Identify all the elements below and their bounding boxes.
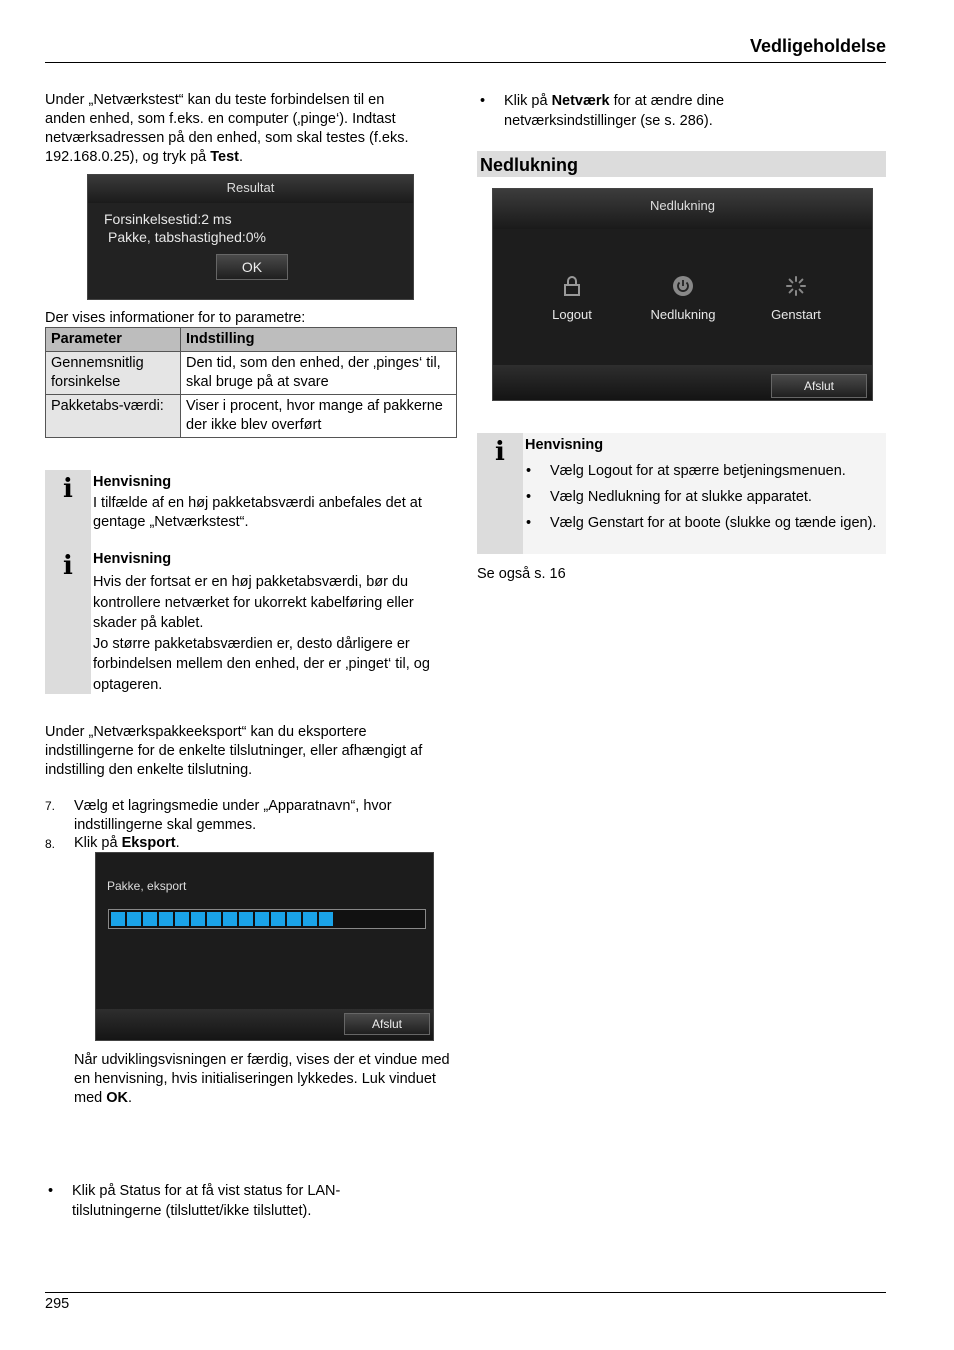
shutdown-option[interactable] xyxy=(643,275,723,322)
progress-segment xyxy=(191,912,205,926)
progress-segment xyxy=(223,912,237,926)
info-icon: i xyxy=(63,474,73,504)
intro-paragraph: Under „Netværkstest“ kan du teste forbindelsen til en anden enhed, som f.eks. en computer (‚pinge‘). Indtast netværksadressen på den enhed, som skal testes (f.eks. 192.168.0.25), og tryk på Test. xyxy=(45,92,409,165)
section-title: Nedlukning xyxy=(480,155,578,175)
table-header: Parameter xyxy=(46,328,181,352)
close-button[interactable]: Afslut xyxy=(344,1013,430,1035)
done-paragraph: Når udviklingsvisningen er færdig, vises der et vindue med en henvisning, hvis initialiseringen lykkedes. Luk vinduet med OK. xyxy=(74,1052,450,1106)
table-intro: Der vises informationer for to parametre: xyxy=(45,310,306,326)
table-row xyxy=(46,395,457,438)
spinner-icon xyxy=(785,275,807,297)
progress-fill xyxy=(111,912,333,926)
section-heading-bar xyxy=(477,151,886,177)
export-dialog-title: Pakke, eksport xyxy=(107,879,187,893)
progress-segment xyxy=(255,912,269,926)
list-item: • Klik på Netværk for at ændre dine netværksindstillinger (se s. 286). xyxy=(504,91,794,131)
note-heading: Henvisning xyxy=(93,474,172,490)
progress-segment xyxy=(159,912,173,926)
table-cell: Viser i procent, hvor mange af pakkerne der ikke blev overført xyxy=(181,395,457,438)
note-2 xyxy=(93,550,455,695)
list-item: • Vælg Genstart for at boote (slukke og tænde igen). xyxy=(550,513,882,533)
logout-option[interactable] xyxy=(547,275,597,322)
see-also: Se også s. 16 xyxy=(477,566,566,582)
close-button[interactable]: Afslut xyxy=(771,374,867,398)
step-number: 8. xyxy=(45,837,56,851)
network-bullet-list xyxy=(504,91,794,131)
status-bullet-list xyxy=(72,1181,382,1221)
table-row xyxy=(46,352,457,395)
note-text: I tilfælde af en høj pakketabsværdi anbefales det at gentage „Netværkstest“. xyxy=(93,495,422,530)
step-8: Klik på Eksport. xyxy=(74,835,180,851)
logout-label: Logout xyxy=(552,307,592,322)
progress-segment xyxy=(207,912,221,926)
step-number: 7. xyxy=(45,799,56,813)
progress-segment xyxy=(271,912,285,926)
result-dialog-title: Resultat xyxy=(88,175,413,203)
list-item: • Vælg Nedlukning for at slukke apparatet. xyxy=(550,487,882,507)
shutdown-label: Nedlukning xyxy=(650,307,716,322)
info-icon: i xyxy=(495,437,505,467)
progress-segment xyxy=(239,912,253,926)
progress-segment xyxy=(303,912,317,926)
progress-segment xyxy=(111,912,125,926)
info-icon: i xyxy=(63,551,73,581)
list-item: • Vælg Logout for at spærre betjeningsmenuen. xyxy=(550,461,882,481)
note-3 xyxy=(525,436,881,455)
result-dialog xyxy=(87,174,414,300)
restart-label: Genstart xyxy=(771,307,821,322)
progress-segment xyxy=(287,912,301,926)
note-text: Jo større pakketabsværdien er, desto dårligere er forbindelsen mellem den enhed, der er ‚pinget‘ til, og optageren. xyxy=(93,635,430,693)
table-cell: Pakketabs-værdi: xyxy=(46,395,181,438)
export-dialog xyxy=(95,852,434,1041)
power-icon xyxy=(672,275,694,297)
note-heading: Henvisning xyxy=(93,551,172,567)
note-1 xyxy=(93,473,453,532)
progress-segment xyxy=(175,912,189,926)
note-bullet-list xyxy=(550,461,882,533)
table-cell: Gennemsnitlig forsinkelse xyxy=(46,352,181,395)
list-item: • Klik på Status for at få vist status for LAN-tilslutningerne (tilsluttet/ikke tilsluttet). xyxy=(72,1181,382,1221)
lock-icon xyxy=(562,275,582,297)
shutdown-dialog xyxy=(492,188,873,401)
progress-bar xyxy=(108,909,426,929)
progress-segment xyxy=(127,912,141,926)
loss-readout: Pakke, tabshastighed:0% xyxy=(108,229,266,245)
export-intro: Under „Netværkspakkeeksport“ kan du eksportere indstillingerne for de enkelte tilslutninger, eller afhængigt af indstilling den enkelte tilslutning. xyxy=(45,724,423,778)
table-cell: Den tid, som den enhed, der ‚pinges‘ til, skal bruge på at svare xyxy=(181,352,457,395)
table-header-row xyxy=(46,328,457,352)
parameter-table xyxy=(45,327,457,438)
delay-readout: Forsinkelsestid:2 ms xyxy=(104,211,232,227)
progress-segment xyxy=(319,912,333,926)
header-rule xyxy=(45,62,886,63)
footer-rule xyxy=(45,1292,886,1293)
step-7: Vælg et lagringsmedie under „Apparatnavn“, hvor indstillingerne skal gemmes. xyxy=(74,798,392,833)
shutdown-dialog-title: Nedlukning xyxy=(493,189,872,229)
note-heading: Henvisning xyxy=(525,437,604,453)
note-text: Hvis der fortsat er en høj pakketabsværdi, bør du kontrollere netværket for ukorrekt kabelføring eller skader på kablet. xyxy=(93,574,414,631)
page-header-title: Vedligeholdelse xyxy=(749,36,886,56)
page-number: 295 xyxy=(45,1296,70,1312)
ok-button[interactable]: OK xyxy=(216,254,288,280)
table-header: Indstilling xyxy=(181,328,457,352)
restart-option[interactable] xyxy=(764,275,828,322)
progress-segment xyxy=(143,912,157,926)
